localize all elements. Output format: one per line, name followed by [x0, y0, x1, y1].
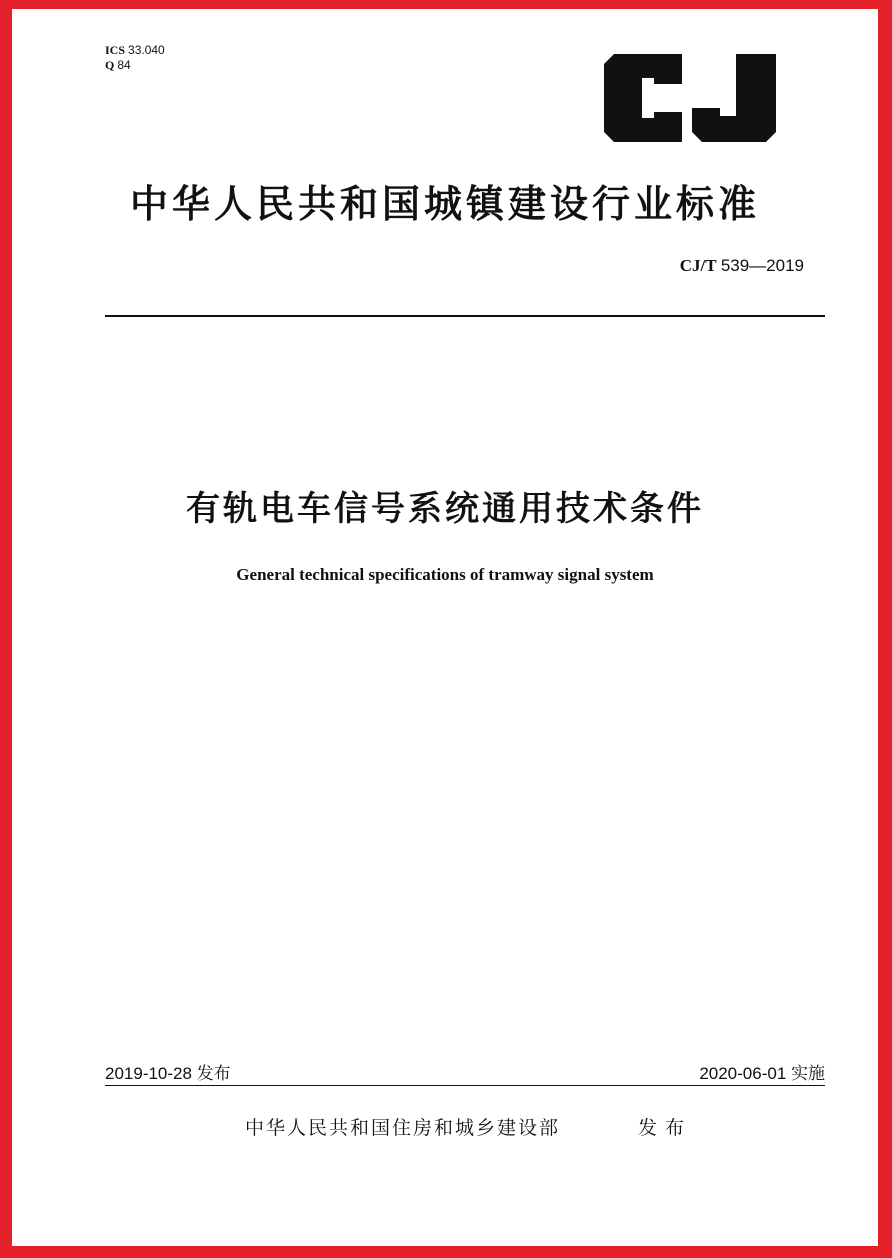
release-date: 2019-10-28 发布 — [105, 1064, 231, 1083]
effective-date: 2020-06-01 实施 — [699, 1064, 825, 1083]
document-cover — [12, 9, 878, 1246]
issue-label: 发布 — [638, 1117, 693, 1139]
class-line — [105, 58, 165, 73]
standard-code — [680, 256, 804, 276]
standard-code-number: 539—2019 — [720, 256, 804, 275]
standard-code-prefix: CJ/T — [679, 256, 717, 275]
ics-code: 33.040 — [128, 43, 165, 57]
ics-label: ICS — [105, 43, 126, 57]
class-code: 84 — [117, 58, 131, 72]
cj-logo — [604, 54, 776, 142]
top-divider — [105, 315, 825, 317]
document-title-english: General technical specifications of tramway signal system — [236, 565, 654, 584]
class-label: Q — [105, 58, 115, 72]
issuing-authority: 中华人民共和国住房和城乡建设部 — [245, 1117, 561, 1139]
document-title-chinese: 有轨电车信号系统通用技术条件 — [186, 489, 704, 529]
classification-block — [105, 43, 165, 73]
standard-category-title: 中华人民共和国城镇建设行业标准 — [129, 182, 760, 226]
date-row — [105, 1059, 825, 1084]
bottom-divider — [105, 1085, 825, 1086]
ics-line — [105, 43, 165, 58]
